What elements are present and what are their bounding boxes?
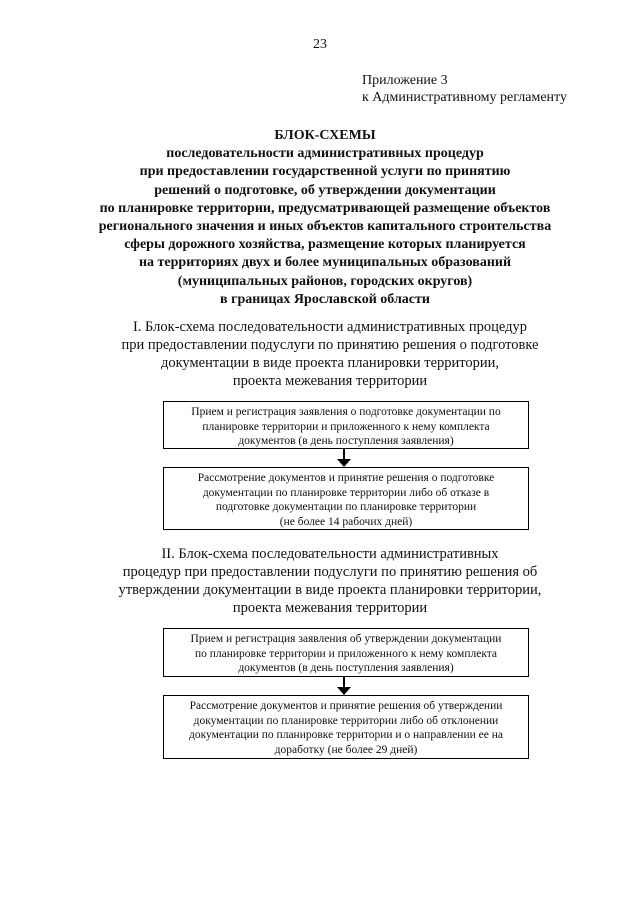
box-line: документации по планировке территории либо об отказе в: [202, 486, 490, 499]
section-title-line: I. Блок-схема последовательности административных процедур: [132, 319, 528, 335]
appendix-line: к Административному регламенту: [362, 90, 567, 105]
title-line: регионального значения и иных объектов капитального строительства: [98, 219, 552, 235]
box-line: (не более 14 рабочих дней): [279, 515, 413, 528]
section-title-line: при предоставлении подуслуги по принятию решения о подготовке: [121, 337, 539, 353]
box-line: подготовке документации по планировке территории: [215, 501, 477, 513]
box-line: документации по планировке территории и о направлении ее на: [189, 729, 503, 741]
box-line: Рассмотрение документов и принятие решения об утверждении: [189, 700, 503, 712]
title-line: решений о подготовке, об утверждении документации: [154, 182, 496, 198]
down-arrow-icon: [337, 449, 351, 467]
box-line: Прием и регистрация заявления об утверждении документации: [190, 633, 502, 645]
title-line: последовательности административных процедур: [166, 146, 484, 162]
title-line: на территориях двух и более муниципальных образований: [138, 255, 512, 271]
down-arrow-icon: [337, 677, 351, 695]
appendix-line: Приложение 3: [362, 73, 448, 88]
box-line: Рассмотрение документов и принятие решения о подготовке: [197, 472, 495, 484]
box-line: документов (в день поступления заявления): [238, 662, 454, 674]
section-title-line: процедур при предоставлении подуслуги по принятию решения об: [122, 564, 538, 580]
section-1-step-1-box: [163, 401, 529, 449]
box-line: Прием и регистрация заявления о подготовке документации по: [191, 406, 501, 418]
appendix-note: [362, 72, 567, 106]
title-line: сферы дорожного хозяйства, размещение которых планируется: [124, 237, 526, 253]
title-line: БЛОК-СХЕМЫ: [274, 128, 376, 143]
section-2-step-2-box: [163, 695, 529, 759]
title-line: при предоставлении государственной услуги по принятию: [139, 164, 511, 180]
title-line: в границах Ярославской области: [220, 291, 430, 307]
box-line: доработку (не более 29 дней): [274, 743, 418, 756]
section-title-line: документации в виде проекта планировки территории,: [160, 355, 500, 371]
page-number: 23: [313, 37, 327, 52]
section-title-line: II. Блок-схема последовательности административных: [161, 546, 499, 562]
document-title: [60, 127, 590, 309]
section-title-line: проекта межевания территории: [232, 373, 428, 389]
title-line: по планировке территории, предусматривающей размещение объектов: [99, 200, 551, 216]
section-2-title: [90, 545, 570, 617]
box-line: по планировке территории и приложенного к нему комплекта: [194, 647, 498, 660]
section-title-line: проекта межевания территории: [232, 600, 428, 616]
box-line: планировке территории и приложенного к нему комплекта: [202, 420, 490, 433]
box-line: документации по планировке территории либо об отклонении: [193, 714, 499, 727]
section-2-step-1-box: [163, 628, 529, 677]
section-1-title: [90, 318, 570, 390]
title-line: (муниципальных районов, городских округов): [177, 273, 473, 289]
box-line: документов (в день поступления заявления): [238, 435, 454, 447]
section-1-step-2-box: [163, 467, 529, 530]
section-title-line: утверждении документации в виде проекта планировки территории,: [118, 582, 542, 598]
